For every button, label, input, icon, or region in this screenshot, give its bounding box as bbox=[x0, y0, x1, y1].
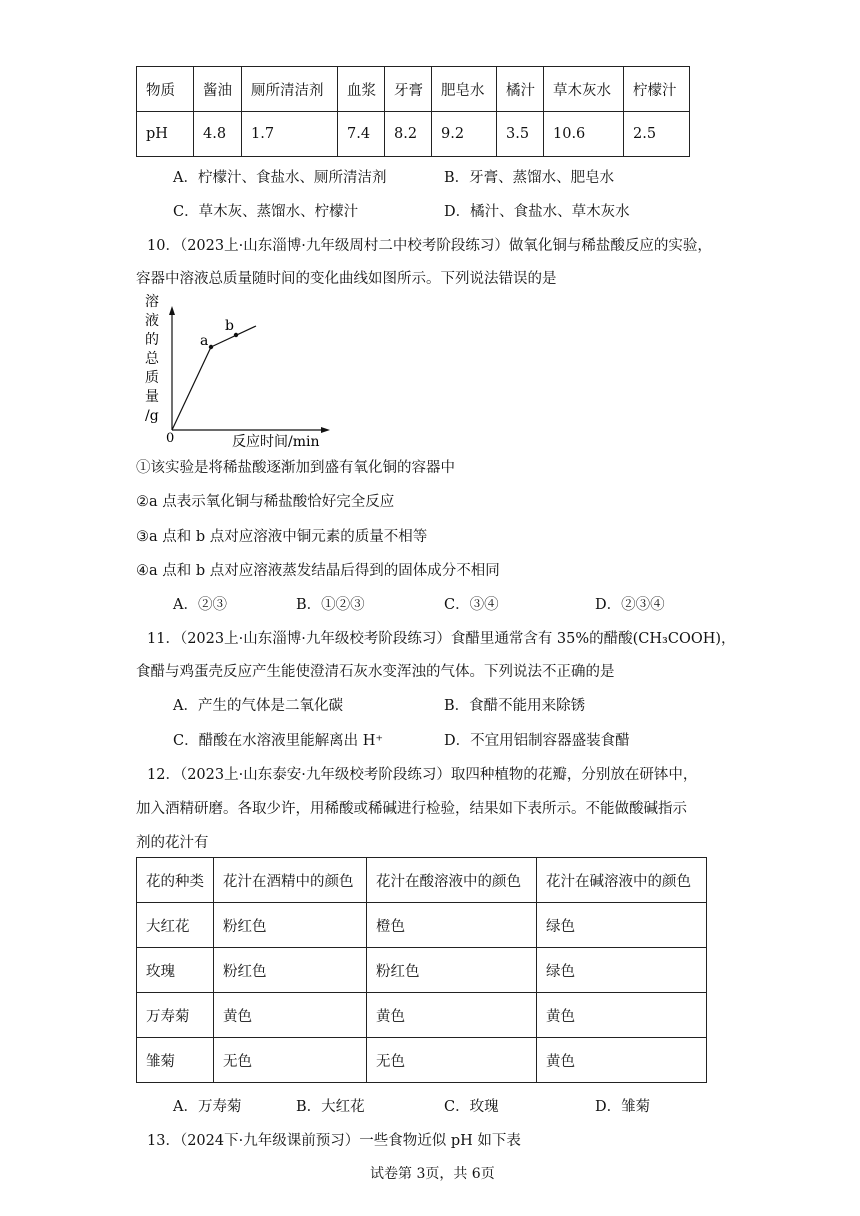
q10-statement-4: ④a 点和 b 点对应溶液蒸发结晶后得到的固体成分不相同 bbox=[136, 563, 500, 579]
page-footer: 试卷第 3页，共 6页 bbox=[370, 1166, 495, 1182]
q9-option-b[interactable]: B．牙膏、蒸馏水、肥皂水 bbox=[444, 170, 615, 186]
table-cell: 粉红色 bbox=[214, 903, 367, 948]
table-cell: 绿色 bbox=[537, 948, 707, 993]
q10-statement-1: ①该实验是将稀盐酸逐渐加到盛有氧化铜的容器中 bbox=[136, 460, 455, 476]
q12-stem-line1: 12．（2023上·山东泰安·九年级校考阶段练习）取四种植物的花瓣，分别放在研钵中， bbox=[147, 767, 698, 783]
table-cell: 粉红色 bbox=[214, 948, 367, 993]
table-cell: 粉红色 bbox=[367, 948, 537, 993]
table-cell: 无色 bbox=[214, 1038, 367, 1083]
graph-y-arrow bbox=[169, 306, 175, 315]
q9-option-c[interactable]: C．草木灰、蒸馏水、柠檬汁 bbox=[173, 204, 359, 220]
ph-table bbox=[136, 66, 690, 157]
graph-xlabel: 反应时间/min bbox=[232, 434, 320, 450]
table-cell: 花汁在酸溶液中的颜色 bbox=[367, 858, 537, 903]
graph-point-a bbox=[209, 345, 213, 349]
graph-point-b bbox=[234, 333, 238, 337]
q10-option-d[interactable]: D．②③④ bbox=[595, 597, 665, 613]
table-cell: 柠檬汁 bbox=[624, 67, 690, 112]
q12-option-a[interactable]: A．万寿菊 bbox=[173, 1099, 242, 1115]
table-cell: 厕所清洁剂 bbox=[242, 67, 338, 112]
q11-option-c[interactable]: C．醋酸在水溶液里能解离出 H⁺ bbox=[173, 733, 384, 749]
table-row bbox=[137, 993, 707, 1038]
table-cell: 10.6 bbox=[544, 112, 624, 157]
table-row bbox=[137, 948, 707, 993]
q11-stem-line2: 食醋与鸡蛋壳反应产生能使澄清石灰水变浑浊的气体。下列说法不正确的是 bbox=[136, 664, 615, 680]
table-cell: 9.2 bbox=[432, 112, 497, 157]
q11-option-b[interactable]: B．食醋不能用来除锈 bbox=[444, 698, 586, 714]
graph-ylabel-char: 溶 bbox=[145, 294, 159, 310]
table-cell: 无色 bbox=[367, 1038, 537, 1083]
flower-table bbox=[136, 857, 707, 1083]
table-cell: 黄色 bbox=[537, 1038, 707, 1083]
table-row bbox=[137, 67, 690, 112]
table-cell: 玫瑰 bbox=[137, 948, 214, 993]
table-row bbox=[137, 903, 707, 948]
q10-graph bbox=[136, 290, 336, 450]
table-row bbox=[137, 1038, 707, 1083]
graph-curve-segment-1 bbox=[172, 347, 211, 430]
table-cell: 橘汁 bbox=[497, 67, 544, 112]
table-cell: 雏菊 bbox=[137, 1038, 214, 1083]
graph-ylabel-char: 量 bbox=[145, 389, 159, 405]
q12-stem-line3: 剂的花汁有 bbox=[136, 835, 209, 851]
table-cell: 牙膏 bbox=[385, 67, 432, 112]
q10-statement-2: ②a 点表示氧化铜与稀盐酸恰好完全反应 bbox=[136, 494, 395, 510]
table-cell: 1.7 bbox=[242, 112, 338, 157]
graph-label-a: a bbox=[200, 333, 209, 349]
q10-statement-3: ③a 点和 b 点对应溶液中铜元素的质量不相等 bbox=[136, 529, 428, 545]
table-cell: 绿色 bbox=[537, 903, 707, 948]
table-row bbox=[137, 112, 690, 157]
q10-stem-line2: 容器中溶液总质量随时间的变化曲线如图所示。下列说法错误的是 bbox=[136, 271, 557, 287]
q9-option-d[interactable]: D．橘汁、食盐水、草木灰水 bbox=[444, 204, 630, 220]
q12-option-d[interactable]: D．雏菊 bbox=[595, 1099, 651, 1115]
table-cell: 花的种类 bbox=[137, 858, 214, 903]
q10-option-a[interactable]: A．②③ bbox=[173, 597, 227, 613]
table-cell: 3.5 bbox=[497, 112, 544, 157]
table-cell: 4.8 bbox=[194, 112, 242, 157]
table-cell: 肥皂水 bbox=[432, 67, 497, 112]
graph-x-arrow bbox=[321, 427, 330, 433]
graph-ylabel-char: 质 bbox=[145, 370, 159, 386]
graph-ylabel-char: /g bbox=[145, 408, 159, 424]
q9-option-a[interactable]: A．柠檬汁、食盐水、厕所清洁剂 bbox=[173, 170, 387, 186]
table-cell: 大红花 bbox=[137, 903, 214, 948]
q11-option-d[interactable]: D．不宜用铝制容器盛装食醋 bbox=[444, 733, 630, 749]
table-cell: 万寿菊 bbox=[137, 993, 214, 1038]
table-cell: pH bbox=[137, 112, 194, 157]
q11-stem-line1: 11．（2023上·山东淄博·九年级校考阶段练习）食醋里通常含有 35%的醋酸(CH₃COOH)， bbox=[147, 631, 736, 647]
table-cell: 草木灰水 bbox=[544, 67, 624, 112]
table-cell: 橙色 bbox=[367, 903, 537, 948]
table-cell: 花汁在碱溶液中的颜色 bbox=[537, 858, 707, 903]
graph-ylabel-char: 的 bbox=[145, 332, 159, 348]
table-cell: 黄色 bbox=[367, 993, 537, 1038]
table-row bbox=[137, 858, 707, 903]
q10-stem-line1: 10．（2023上·山东淄博·九年级周村二中校考阶段练习）做氧化铜与稀盐酸反应的实验， bbox=[147, 238, 712, 254]
q10-option-c[interactable]: C．③④ bbox=[444, 597, 499, 613]
table-cell: 7.4 bbox=[338, 112, 385, 157]
table-cell: 8.2 bbox=[385, 112, 432, 157]
table-cell: 黄色 bbox=[214, 993, 367, 1038]
table-cell: 花汁在酒精中的颜色 bbox=[214, 858, 367, 903]
table-cell: 酱油 bbox=[194, 67, 242, 112]
q12-stem-line2: 加入酒精研磨。各取少许，用稀酸或稀碱进行检验，结果如下表所示。不能做酸碱指示 bbox=[136, 801, 687, 817]
table-cell: 血浆 bbox=[338, 67, 385, 112]
table-cell: 2.5 bbox=[624, 112, 690, 157]
q12-option-b[interactable]: B．大红花 bbox=[296, 1099, 365, 1115]
graph-label-b: b bbox=[225, 318, 234, 334]
q11-option-a[interactable]: A．产生的气体是二氧化碳 bbox=[173, 698, 343, 714]
q13-stem: 13．（2024下·九年级课前预习）一些食物近似 pH 如下表 bbox=[147, 1133, 521, 1149]
table-cell: 黄色 bbox=[537, 993, 707, 1038]
q12-option-c[interactable]: C．玫瑰 bbox=[444, 1099, 499, 1115]
graph-origin-label: 0 bbox=[166, 431, 175, 446]
table-cell: 物质 bbox=[137, 67, 194, 112]
graph-ylabel-char: 总 bbox=[145, 351, 159, 367]
q10-option-b[interactable]: B．①②③ bbox=[296, 597, 365, 613]
graph-ylabel-char: 液 bbox=[145, 313, 159, 329]
